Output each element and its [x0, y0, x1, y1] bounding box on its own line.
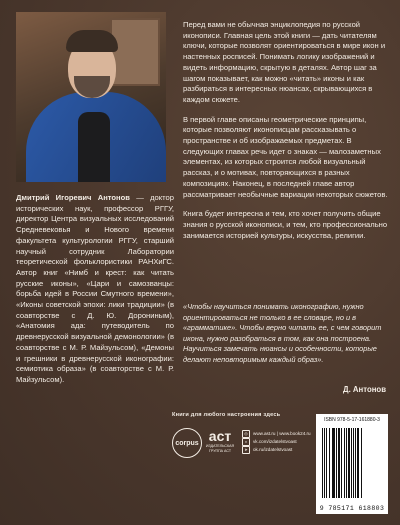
book-description — [183, 20, 388, 250]
barcode — [322, 428, 382, 498]
telegram-icon: ➤ — [242, 446, 250, 454]
author-bio — [16, 193, 174, 386]
barcode-area — [316, 414, 388, 514]
description-paragraph-2: В первой главе описаны геометрические принципы, которые позволяют иконописцам рассказывать о пространстве и об изображаемых предметах. В следующих главах речь идет о знаках — малозаметных элементах, из которых строится любой визуальный рассказ, и о мотивах, повторяющихся в разных композициях. Наконец, в последней главе автор рассматривает необычные вариации некоторых сюжетов. — [183, 114, 388, 199]
author-quote: «Чтобы научиться понимать иконографию, нужно ориентироваться не только в ее словаре, но и в «грамматике». Чтобы верно читать ее, с чем говорит икона, нужно разобраться в том, как она построена. Научиться замечать нюансы и особенности, которые делают неповторимым каждый образ». — [183, 302, 382, 364]
author-bio-text: — доктор исторических наук, профессор РГГУ, директор Центра визуальных исследований Средневековья и Нового времени факультета культурологии РГГУ, старший научный сотрудник Лаборатории теоретической фольклористики РАНХиГС. Автор книг «Нимб и крест: как читать русские иконы», «Цари и самозванцы: борьба идей в России Смутного времени», «Иконы советской эпохи: лики традиции» (в соавторстве с Д. Ю. Дорониным), «Анатомия ада: путеводитель по древнерусской визуальной демонологии» (в соавторстве с М. Р. Майзульсом), «Демоны и грешники в древнерусской иконографии: семиотика образа» (в соавторстве с М. Р. Майзульсом). — [16, 193, 174, 384]
link-text[interactable]: ok.ru/izdatelstvoast — [253, 447, 293, 453]
publisher-round-logo — [172, 428, 202, 458]
barcode-stripe — [362, 428, 363, 498]
link-row[interactable] — [242, 438, 311, 446]
tagline: Книги для любого настроения здесь — [172, 412, 281, 418]
vk-icon: v — [242, 438, 250, 446]
link-row[interactable] — [242, 446, 311, 454]
isbn-text: ISBN 978-5-17-161880-3 — [324, 417, 380, 423]
ast-logo — [205, 428, 235, 462]
description-paragraph-1: Перед вами не обычная энциклопедия по русской иконописи. Главная цель этой книги — дать читателям ключи, которые позволят ориентироваться в мире икон и настенных росписей. Понимать логику изображений и видеть информацию, скрытую в деталях. Автор шаг за шагом показывает, как можно «читать» иконы и как разбираться в интересных нюансах, скрывающихся в каждом сюжете. — [183, 20, 386, 104]
link-text[interactable]: vk.com/izdatelstvoast — [253, 439, 297, 445]
ast-logo-subtitle: ИЗДАТЕЛЬСКАЯ ГРУППА АСТ — [205, 444, 235, 453]
barcode-digits: 9 785171 618803 — [319, 505, 385, 512]
ast-logo-mark: аст — [208, 428, 232, 444]
quote-author: Д. Антонов — [343, 385, 386, 394]
link-row[interactable] — [242, 430, 311, 438]
publisher-links — [242, 430, 311, 454]
hair-shape — [66, 30, 118, 52]
description-paragraph-3: Книга будет интересна и тем, кто хочет получить общие знания о русской иконописи, и тем, кто профессионально занимается историей культуры, искусства, религии. — [183, 209, 388, 240]
link-text[interactable]: www.ast.ru | www.book24.ru — [253, 431, 311, 437]
shirt-shape — [78, 112, 110, 182]
round-logo-text: corpus — [175, 439, 199, 447]
author-portrait-icon — [16, 12, 166, 182]
globe-icon: ◎ — [242, 430, 250, 438]
window-shape — [110, 18, 160, 86]
author-name: Дмитрий Игоревич Антонов — [16, 193, 130, 202]
